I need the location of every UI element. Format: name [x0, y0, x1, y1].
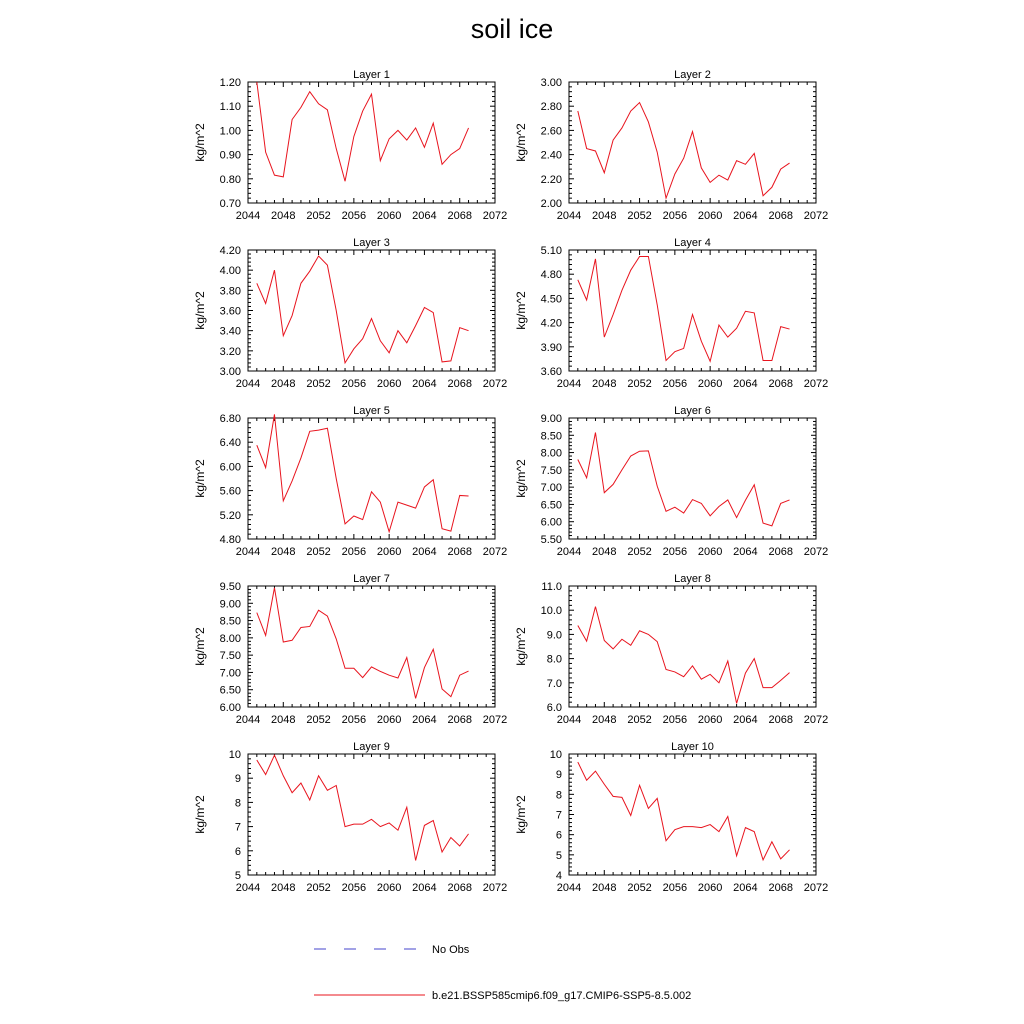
x-tick-label: 2048 [271, 546, 296, 558]
panel-layer-5 [193, 405, 507, 558]
plot-frame [569, 586, 816, 707]
plot-frame [569, 82, 816, 203]
x-tick-label: 2044 [235, 378, 261, 390]
x-tick-label: 2056 [341, 546, 367, 558]
y-tick-label: 6.00 [540, 516, 562, 529]
x-tick-label: 2056 [662, 714, 688, 726]
panel-layer-10 [514, 741, 828, 894]
x-tick-label: 2048 [592, 882, 617, 894]
y-tick-label: 9.0 [546, 629, 562, 642]
y-tick-label: 8.50 [219, 615, 241, 628]
y-tick-label: 7.00 [219, 667, 241, 680]
panel-title: Layer 8 [674, 573, 711, 585]
y-tick-label: 8.50 [540, 430, 562, 443]
x-tick-label: 2056 [662, 546, 688, 558]
x-tick-label: 2072 [482, 210, 508, 222]
x-tick-label: 2072 [482, 546, 508, 558]
x-tick-label: 2060 [697, 210, 723, 222]
panel-title: Layer 2 [674, 69, 711, 81]
x-tick-label: 2044 [235, 210, 261, 222]
y-axis-label: kg/m^2 [193, 123, 207, 162]
x-tick-label: 2056 [341, 882, 367, 894]
x-tick-label: 2052 [306, 210, 331, 222]
panel-layer-9 [193, 741, 507, 894]
y-tick-label: 5.60 [219, 485, 241, 498]
x-tick-label: 2052 [306, 546, 331, 558]
y-tick-label: 7.0 [546, 677, 562, 690]
x-tick-label: 2052 [627, 546, 652, 558]
y-tick-label: 3.20 [219, 345, 241, 358]
plot-frame [569, 418, 816, 539]
panel-layer-4 [514, 237, 828, 390]
series-line [257, 755, 469, 860]
y-tick-label: 3.90 [540, 341, 562, 354]
panel-title: Layer 9 [353, 741, 390, 753]
x-tick-label: 2052 [306, 714, 331, 726]
y-axis-label: kg/m^2 [193, 627, 207, 666]
x-tick-label: 2072 [803, 378, 829, 390]
y-tick-label: 1.10 [219, 101, 241, 114]
series-line [578, 762, 790, 860]
series-line [578, 433, 790, 526]
x-tick-label: 2072 [803, 546, 829, 558]
y-axis-label: kg/m^2 [514, 291, 528, 330]
plot-frame [248, 754, 495, 875]
y-tick-label: 7.50 [219, 650, 241, 663]
y-tick-label: 9.50 [219, 581, 241, 593]
y-axis-label: kg/m^2 [193, 795, 207, 834]
series-line [578, 103, 790, 199]
x-tick-label: 2060 [376, 378, 402, 390]
panels-group [193, 69, 828, 894]
y-tick-label: 7.00 [540, 482, 562, 495]
x-tick-label: 2044 [556, 546, 582, 558]
y-tick-label: 0.70 [219, 198, 241, 210]
x-tick-label: 2068 [768, 378, 793, 390]
y-tick-label: 3.60 [540, 366, 562, 378]
y-axis-label: kg/m^2 [514, 627, 528, 666]
y-tick-label: 9.00 [540, 413, 562, 425]
y-tick-label: 9 [234, 773, 241, 786]
y-tick-label: 5.50 [540, 534, 562, 546]
y-tick-label: 6.50 [219, 684, 241, 697]
x-tick-label: 2072 [803, 714, 829, 726]
x-tick-label: 2056 [662, 210, 688, 222]
y-tick-label: 4.00 [219, 265, 241, 278]
x-tick-label: 2064 [733, 882, 758, 894]
series-line [257, 256, 469, 363]
y-axis-label: kg/m^2 [514, 459, 528, 498]
panel-title: Layer 10 [671, 741, 714, 753]
legend-obs-label: No Obs [432, 944, 470, 956]
panel-layer-6 [514, 405, 828, 558]
x-tick-label: 2068 [447, 210, 472, 222]
x-tick-label: 2052 [627, 882, 652, 894]
x-tick-label: 2044 [556, 714, 582, 726]
x-tick-label: 2048 [592, 210, 617, 222]
x-tick-label: 2044 [556, 378, 582, 390]
series-line [578, 256, 790, 361]
x-tick-label: 2072 [482, 714, 508, 726]
x-tick-label: 2064 [733, 210, 758, 222]
y-tick-label: 0.80 [219, 173, 241, 186]
x-tick-label: 2060 [697, 882, 723, 894]
x-tick-label: 2044 [235, 882, 261, 894]
x-tick-label: 2048 [592, 378, 617, 390]
y-axis-label: kg/m^2 [514, 795, 528, 834]
y-axis-label: kg/m^2 [514, 123, 528, 162]
x-tick-label: 2060 [697, 378, 723, 390]
y-tick-label: 6.00 [219, 702, 241, 714]
y-tick-label: 4.20 [219, 245, 241, 257]
x-tick-label: 2048 [271, 210, 296, 222]
x-tick-label: 2068 [447, 378, 472, 390]
x-tick-label: 2060 [376, 210, 402, 222]
y-tick-label: 11.0 [541, 581, 562, 593]
x-tick-label: 2048 [271, 882, 296, 894]
x-tick-label: 2056 [662, 882, 688, 894]
x-tick-label: 2072 [803, 882, 829, 894]
y-tick-label: 2.80 [540, 101, 562, 114]
x-tick-label: 2056 [341, 210, 367, 222]
series-line [257, 82, 469, 181]
panel-title: Layer 5 [353, 405, 390, 417]
x-tick-label: 2068 [447, 546, 472, 558]
panel-title: Layer 6 [674, 405, 711, 417]
y-tick-label: 6.40 [219, 437, 241, 450]
y-tick-label: 8.0 [546, 653, 562, 666]
x-tick-label: 2060 [376, 882, 402, 894]
y-tick-label: 3.60 [219, 305, 241, 318]
panel-title: Layer 1 [353, 69, 390, 81]
x-tick-label: 2072 [803, 210, 829, 222]
y-tick-label: 2.00 [540, 198, 562, 210]
panel-layer-1 [193, 69, 507, 222]
x-tick-label: 2064 [733, 378, 758, 390]
x-tick-label: 2044 [235, 714, 261, 726]
y-tick-label: 4.50 [540, 293, 562, 306]
x-tick-label: 2064 [412, 210, 437, 222]
y-tick-label: 0.90 [219, 149, 241, 162]
x-tick-label: 2056 [341, 714, 367, 726]
panel-layer-3 [193, 237, 507, 390]
y-tick-label: 5.20 [219, 509, 241, 522]
y-tick-label: 5 [555, 849, 562, 862]
x-tick-label: 2056 [662, 378, 688, 390]
x-tick-label: 2068 [447, 882, 472, 894]
x-tick-label: 2048 [592, 714, 617, 726]
figure-title: soil ice [470, 14, 554, 44]
x-tick-label: 2044 [235, 546, 261, 558]
x-tick-label: 2056 [341, 378, 367, 390]
plot-frame [248, 82, 495, 203]
x-tick-label: 2072 [482, 378, 508, 390]
y-tick-label: 10.0 [540, 605, 562, 618]
y-tick-label: 2.20 [540, 173, 562, 186]
y-tick-label: 7 [555, 809, 562, 822]
legend [314, 944, 691, 1002]
y-tick-label: 10 [549, 749, 562, 761]
x-tick-label: 2064 [733, 714, 758, 726]
plot-frame [569, 754, 816, 875]
x-tick-label: 2064 [412, 378, 437, 390]
y-tick-label: 3.80 [219, 285, 241, 298]
y-tick-label: 5.10 [540, 245, 562, 257]
series-line [578, 607, 790, 704]
y-tick-label: 7 [234, 821, 241, 834]
series-line [257, 588, 469, 699]
plot-frame [569, 250, 816, 371]
x-tick-label: 2052 [627, 210, 652, 222]
x-tick-label: 2052 [627, 714, 652, 726]
x-tick-label: 2068 [768, 210, 793, 222]
panel-layer-2 [514, 69, 828, 222]
y-tick-label: 4.80 [219, 534, 241, 546]
x-tick-label: 2060 [697, 714, 723, 726]
y-tick-label: 2.40 [540, 149, 562, 162]
y-axis-label: kg/m^2 [193, 459, 207, 498]
x-tick-label: 2072 [482, 882, 508, 894]
y-tick-label: 6.80 [219, 413, 241, 425]
x-tick-label: 2048 [271, 378, 296, 390]
y-tick-label: 6.00 [219, 461, 241, 474]
x-tick-label: 2048 [271, 714, 296, 726]
y-tick-label: 5 [234, 870, 241, 882]
y-axis-label: kg/m^2 [193, 291, 207, 330]
plot-frame [248, 586, 495, 707]
panel-layer-7 [193, 573, 507, 726]
x-tick-label: 2060 [376, 714, 402, 726]
x-tick-label: 2064 [733, 546, 758, 558]
x-tick-label: 2052 [306, 882, 331, 894]
y-tick-label: 4 [555, 870, 562, 882]
x-tick-label: 2068 [447, 714, 472, 726]
panel-title: Layer 4 [674, 237, 711, 249]
y-tick-label: 3.00 [219, 366, 241, 378]
y-tick-label: 8.00 [219, 632, 241, 645]
y-tick-label: 6 [555, 829, 562, 842]
y-tick-label: 8 [234, 797, 241, 810]
y-tick-label: 8.00 [540, 447, 562, 460]
y-tick-label: 9.00 [219, 598, 241, 611]
x-tick-label: 2064 [412, 714, 437, 726]
x-tick-label: 2052 [306, 378, 331, 390]
x-tick-label: 2068 [768, 546, 793, 558]
x-tick-label: 2068 [768, 714, 793, 726]
x-tick-label: 2064 [412, 882, 437, 894]
y-tick-label: 6 [234, 845, 241, 858]
y-tick-label: 9 [555, 769, 562, 782]
y-tick-label: 7.50 [540, 464, 562, 477]
y-tick-label: 3.40 [219, 325, 241, 338]
x-tick-label: 2060 [697, 546, 723, 558]
y-tick-label: 8 [555, 789, 562, 802]
y-tick-label: 2.60 [540, 125, 562, 138]
x-tick-label: 2060 [376, 546, 402, 558]
legend-model-label: b.e21.BSSP585cmip6.f09_g17.CMIP6-SSP5-8.5.002 [432, 990, 692, 1002]
series-line [257, 414, 469, 531]
panel-title: Layer 3 [353, 237, 390, 249]
panel-title: Layer 7 [353, 573, 390, 585]
x-tick-label: 2064 [412, 546, 437, 558]
plot-frame [248, 418, 495, 539]
y-tick-label: 10 [228, 749, 241, 761]
x-tick-label: 2044 [556, 210, 582, 222]
x-tick-label: 2052 [627, 378, 652, 390]
plot-frame [248, 250, 495, 371]
x-tick-label: 2044 [556, 882, 582, 894]
y-tick-label: 1.00 [219, 125, 241, 138]
y-tick-label: 3.00 [540, 77, 562, 89]
x-tick-label: 2068 [768, 882, 793, 894]
x-tick-label: 2048 [592, 546, 617, 558]
panel-layer-8 [514, 573, 828, 726]
y-tick-label: 6.0 [546, 702, 562, 714]
y-tick-label: 4.20 [540, 317, 562, 330]
y-tick-label: 4.80 [540, 269, 562, 282]
y-tick-label: 6.50 [540, 499, 562, 512]
y-tick-label: 1.20 [219, 77, 241, 89]
